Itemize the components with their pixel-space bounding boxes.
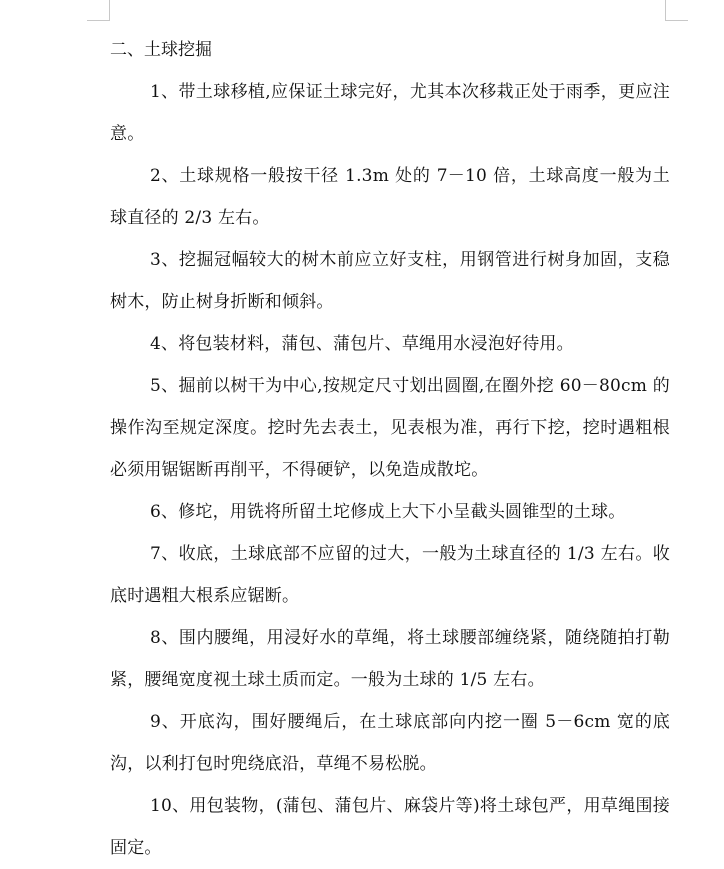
top-right-margin-mark xyxy=(665,0,688,21)
section-heading: 二、土球挖掘 xyxy=(110,40,212,60)
paragraph-6: 6、修坨，用铣将所留土坨修成上大下小呈截头圆锥型的土球。 xyxy=(150,502,626,522)
paragraph-9: 9、开底沟，围好腰绳后，在土球底部向内挖一圈 5－6cm 宽的底沟，以利打包时兜绕底沿，草绳不易松脱。 xyxy=(110,712,670,774)
paragraph-3: 3、挖掘冠幅较大的树木前应立好支柱，用钢管进行树身加固，支稳树木，防止树身折断和倾斜。 xyxy=(110,250,670,312)
paragraph-8: 8、围内腰绳，用浸好水的草绳，将土球腰部缠绕紧，随绕随拍打勒紧，腰绳宽度视土球土质而定。一般为土球的 1/5 左右。 xyxy=(110,628,670,690)
paragraph-5: 5、掘前以树干为中心,按规定尺寸划出圆圈,在圈外挖 60－80cm 的操作沟至规定深度。挖时先去表土，见表根为准，再行下挖，挖时遇粗根必须用锯锯断再削平，不得硬铲，以免造成散坨。 xyxy=(110,376,670,480)
paragraph-4: 4、将包装材料，蒲包、蒲包片、草绳用水浸泡好待用。 xyxy=(150,334,574,354)
paragraph-10: 10、用包装物，(蒲包、蒲包片、麻袋片等)将土球包严，用草绳围接固定。 xyxy=(110,796,670,858)
top-left-margin-mark xyxy=(87,0,110,21)
paragraph-1: 1、带土球移植,应保证土球完好，尤其本次移栽正处于雨季，更应注意。 xyxy=(110,82,670,144)
paragraph-7: 7、收底，土球底部不应留的过大，一般为土球直径的 1/3 左右。收底时遇粗大根系应锯断。 xyxy=(110,544,670,606)
document-body xyxy=(110,29,670,869)
paragraph-2: 2、土球规格一般按干径 1.3m 处的 7－10 倍，土球高度一般为土球直径的 2/3 左右。 xyxy=(110,166,670,228)
